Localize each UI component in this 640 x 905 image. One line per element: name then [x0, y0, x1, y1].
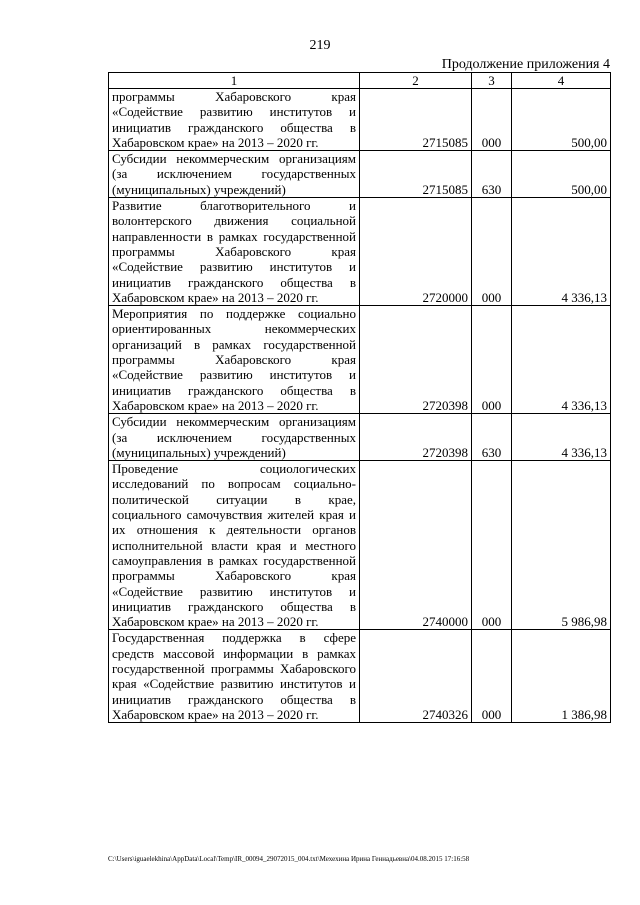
row-code: 2720398 — [360, 414, 472, 461]
row-description: Государственная поддержка в сфере средств массовой информации в рамках государственной программы Хабаровского края «Содействие развитию институтов и инициатив гражданского общества в Хабаровском крае» на 2013 – 2020 гг. — [109, 630, 360, 723]
table-row — [109, 461, 611, 630]
table-row — [109, 198, 611, 306]
row-description: Субсидии некоммерческим организациям (за исключением государственных (муниципальных) учреждений) — [109, 414, 360, 461]
row-type: 000 — [472, 89, 512, 151]
row-type: 000 — [472, 461, 512, 630]
row-code: 2740000 — [360, 461, 472, 630]
row-type: 630 — [472, 414, 512, 461]
row-amount: 5 986,98 — [512, 461, 611, 630]
row-type: 630 — [472, 151, 512, 198]
row-description: Развитие благотворительного и волонтерского движения социальной направленности в рамках государственной программы Хабаровского края «Содействие развитию институтов и инициатив гражданского общества в Хабаровском крае» на 2013 – 2020 гг. — [109, 198, 360, 306]
row-amount: 500,00 — [512, 89, 611, 151]
footer-file-path: C:\Users\iguaelekhina\AppData\Local\Temp\IR_00094_29072015_004.txt\Мехехина Ирина Геннадьевна\04.08.2015 17:16:58 — [108, 855, 470, 863]
row-description: Субсидии некоммерческим организациям (за исключением государственных (муниципальных) учреждений) — [109, 151, 360, 198]
row-type: 000 — [472, 630, 512, 723]
row-amount: 4 336,13 — [512, 414, 611, 461]
row-code: 2715085 — [360, 151, 472, 198]
table-row — [109, 89, 611, 151]
row-code: 2740326 — [360, 630, 472, 723]
budget-table — [108, 72, 611, 723]
row-description: Мероприятия по поддержке социально ориентированных некоммерческих организаций в рамках государственной программы Хабаровского края «Содействие развитию институтов и инициатив гражданского общества в Хабаровском крае» на 2013 – 2020 гг. — [109, 306, 360, 414]
header-col-2: 2 — [360, 73, 472, 89]
header-col-3: 3 — [472, 73, 512, 89]
header-col-4: 4 — [512, 73, 611, 89]
table-row — [109, 306, 611, 414]
row-type: 000 — [472, 306, 512, 414]
row-description: Проведение социологических исследований по вопросам социально-политической ситуации в крае, социального самочувствия жителей края и их отношения к деятельности органов исполнительной власти края и местного самоуправления в рамках государственной программы Хабаровского края «Содействие развитию институтов и инициатив гражданского общества в Хабаровском крае» на 2013 – 2020 гг. — [109, 461, 360, 630]
row-amount: 4 336,13 — [512, 198, 611, 306]
table-header-row — [109, 73, 611, 89]
row-description: программы Хабаровского края «Содействие развитию институтов и инициатив гражданского общества в Хабаровском крае» на 2013 – 2020 гг. — [109, 89, 360, 151]
row-amount: 4 336,13 — [512, 306, 611, 414]
row-type: 000 — [472, 198, 512, 306]
table-row — [109, 414, 611, 461]
table-row — [109, 151, 611, 198]
page-number: 219 — [309, 38, 331, 53]
header-col-1: 1 — [109, 73, 360, 89]
row-code: 2720398 — [360, 306, 472, 414]
continuation-label: Продолжение приложения 4 — [441, 57, 610, 72]
row-code: 2720000 — [360, 198, 472, 306]
row-code: 2715085 — [360, 89, 472, 151]
row-amount: 1 386,98 — [512, 630, 611, 723]
table-row — [109, 630, 611, 723]
row-amount: 500,00 — [512, 151, 611, 198]
